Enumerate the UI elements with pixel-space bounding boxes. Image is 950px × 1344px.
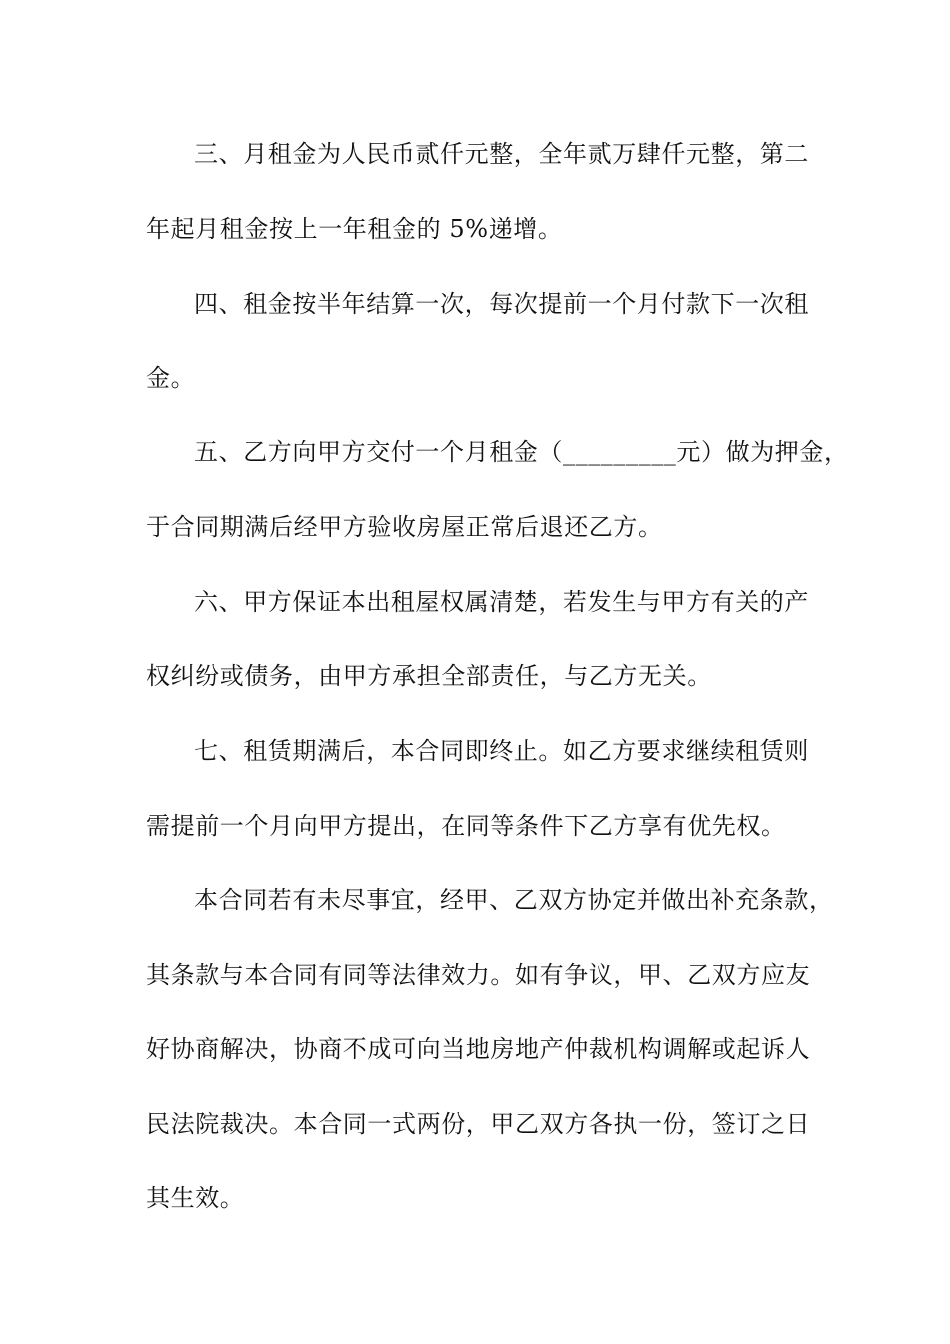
clause-6-line-2: 权纠纷或债务，由甲方承担全部责任，与乙方无关。 bbox=[146, 662, 712, 690]
closing-line-4: 民法院裁决。本合同一式两份，甲乙双方各执一份，签订之日 bbox=[146, 1110, 811, 1138]
closing-line-2: 其条款与本合同有同等法律效力。如有争议，甲、乙双方应友 bbox=[146, 961, 811, 989]
clause-4-line-2: 金。 bbox=[146, 364, 196, 392]
clause-7-line-1: 七、租赁期满后，本合同即终止。如乙方要求继续租赁则 bbox=[194, 737, 809, 765]
clause-5-line-1: 五、乙方向甲方交付一个月租金（_________元）做为押金， bbox=[194, 438, 849, 466]
clause-3-line-1: 三、月租金为人民币贰仟元整，全年贰万肆仟元整，第二 bbox=[194, 140, 809, 168]
closing-line-1: 本合同若有未尽事宜，经甲、乙双方协定并做出补充条款， bbox=[194, 886, 834, 914]
closing-line-5: 其生效。 bbox=[146, 1184, 245, 1212]
closing-line-3: 好协商解决，协商不成可向当地房地产仲裁机构调解或起诉人 bbox=[146, 1035, 811, 1063]
clause-3-line-2: 年起月租金按上一年租金的 5%递增。 bbox=[146, 215, 563, 243]
clause-5-line-2: 于合同期满后经甲方验收房屋正常后退还乙方。 bbox=[146, 513, 663, 541]
clause-6-line-1: 六、甲方保证本出租屋权属清楚，若发生与甲方有关的产 bbox=[194, 588, 809, 616]
clause-4-line-1: 四、租金按半年结算一次，每次提前一个月付款下一次租 bbox=[194, 290, 809, 318]
clause-7-line-2: 需提前一个月向甲方提出，在同等条件下乙方享有优先权。 bbox=[146, 812, 786, 840]
